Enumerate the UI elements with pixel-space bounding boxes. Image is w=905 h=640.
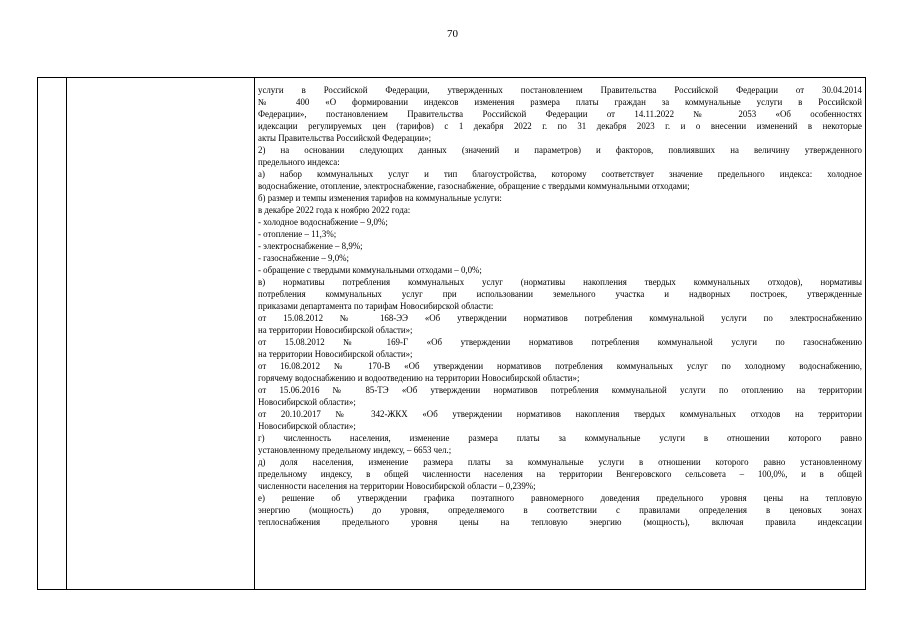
text-line: от 15.06.2016 № 85-ТЭ «Об утверждении нормативов потребления коммунальной услуги по отоплению на территории [258, 385, 862, 395]
column-divider-2 [254, 78, 255, 589]
text-line: от 15.08.2012 № 168-ЭЭ «Об утверждении нормативов потребления коммунальной услуги по электроснабжению [258, 313, 862, 323]
text-line: 2) на основании следующих данных (значений и параметров) и факторов, повлиявших на величину утвержденного [258, 145, 862, 155]
text-line: - обращение с твердыми коммунальными отходами – 0,0%; [258, 265, 482, 275]
column-divider-1 [66, 78, 67, 589]
text-line: д) доля населения, изменение размера платы за коммунальные услуги в отношении которого равно установленному [258, 457, 862, 467]
text-line: - газоснабжение – 9,0%; [258, 253, 350, 263]
text-line: предельному индексу, в общей численности населения на территории Венгеровского сельсовета – 100,0%, и в общей [258, 469, 862, 479]
table-text-cell [258, 84, 862, 589]
text-line: предельного индекса: [258, 157, 340, 167]
text-line: - холодное водоснабжение – 9,0%; [258, 217, 388, 227]
text-line: потребления коммунальных услуг при использовании земельного участка и надворных построек, утвержденные [258, 289, 862, 299]
text-line: Новосибирской области»; [258, 421, 356, 431]
text-line: установленному предельному индексу, – 6653 чел.; [258, 445, 452, 455]
text-line: приказами департамента по тарифам Новосибирской области: [258, 301, 494, 311]
document-table [37, 77, 866, 590]
text-line: от 15.08.2012 № 169-Г «Об утверждении нормативов потребления коммунальной услуги по газоснабжению [258, 337, 862, 347]
text-line: теплоснабжения предельного уровня цены на тепловую энергию (мощность), включая правила индексации [258, 517, 862, 527]
text-line: в декабре 2022 года к ноябрю 2022 года: [258, 205, 411, 215]
text-line: г) численность населения, изменение размера платы за коммунальные услуги в отношении которого равно [258, 433, 862, 443]
text-line: - электроснабжение – 8,9%; [258, 241, 363, 251]
text-line: - отопление – 11,3%; [258, 229, 337, 239]
text-line: энергию (мощность) до уровня, определяемого в соответствии с правилами определения в ценовых зонах [258, 505, 862, 515]
text-line: численности населения на территории Новосибирской области – 0,239%; [258, 481, 536, 491]
text-line: Новосибирской области»; [258, 397, 356, 407]
text-line: водоснабжение, отопление, электроснабжение, газоснабжение, обращение с твердыми коммунальными отходами; [258, 181, 690, 191]
text-line: б) размер и темпы изменения тарифов на коммунальные услуги: [258, 193, 502, 203]
text-line: на территории Новосибирской области»; [258, 349, 413, 359]
text-line: е) решение об утверждении графика поэтапного равномерного доведения предельного уровня цены на тепловую [258, 493, 862, 503]
page-number: 70 [447, 28, 458, 40]
text-line: Федерации», постановлением Правительства Российской Федерации от 14.11.2022 № 2053 «Об особенностях [258, 109, 862, 119]
text-line: акты Правительства Российской Федерации»; [258, 133, 432, 143]
text-line: а) набор коммунальных услуг и тип благоустройства, которому соответствует значение предельного индекса: холодное [258, 169, 862, 179]
text-line: горячему водоснабжению и водоотведению на территории Новосибирской области»; [258, 373, 580, 383]
text-line: услуги в Российской Федерации, утвержденных постановлением Правительства Российской Федерации от 30.04.2014 [258, 85, 862, 95]
text-line: № 400 «О формировании индексов изменения размера платы граждан за коммунальные услуги в Российской [258, 97, 862, 107]
text-line: от 16.08.2012 № 170-В «Об утверждении нормативов потребления коммунальных услуг по холодному водоснабжению, [258, 361, 862, 371]
text-line: идексации регулируемых цен (тарифов) с 1 декабря 2022 г. по 31 декабря 2023 г. и о внесении изменений в некоторые [258, 121, 862, 131]
text-line: на территории Новосибирской области»; [258, 325, 413, 335]
text-line: от 20.10.2017 № 342-ЖКХ «Об утверждении нормативов накопления твердых коммунальных отходов на территории [258, 409, 862, 419]
text-line: в) нормативы потребления коммунальных услуг (нормативы накопления твердых коммунальных отходов), нормативы [258, 277, 862, 287]
